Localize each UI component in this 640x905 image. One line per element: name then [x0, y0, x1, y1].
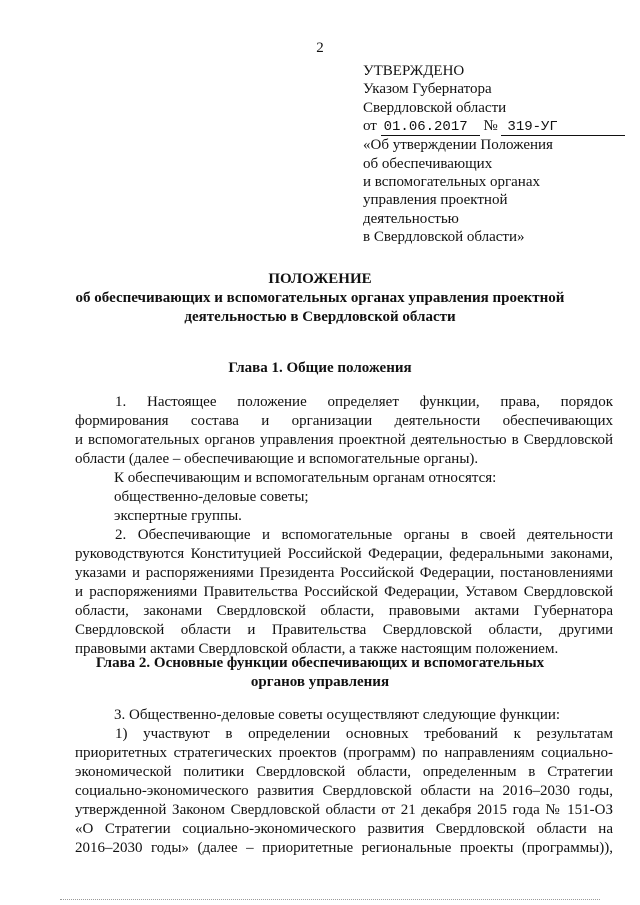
approval-line: об обеспечивающих [363, 155, 493, 172]
paragraph-line: Свердловской области и Правительства Свердловской области, другими [75, 622, 613, 638]
title-heading: ПОЛОЖЕНИЕ [268, 271, 372, 287]
chapter1-body [75, 393, 613, 659]
from-label: от [363, 118, 377, 135]
paragraph-line: экспертные группы. [114, 508, 242, 524]
title-subtitle-line: деятельностью в Свердловской области [184, 309, 456, 325]
paragraph-line: 1) участвуют в определении основных требований к результатам [115, 726, 613, 742]
chapter2-heading-line: Глава 2. Основные функции обеспечивающих и вспомогательных [95, 655, 545, 671]
number-label: № [483, 118, 498, 135]
approval-line: «Об утверждении Положения [363, 137, 553, 154]
approval-date: 01.06.2017 [383, 119, 468, 136]
paragraph-line: 2016–2030 годы» (далее – приоритетные региональные проекты (программы)), [75, 840, 613, 856]
paragraph-line: 3. Общественно-деловые советы осуществляют следующие функции: [114, 707, 561, 723]
chapter1-heading: Глава 1. Общие положения [228, 360, 412, 376]
approval-line: Указом Губернатора [363, 81, 492, 98]
paragraph-line: 2. Обеспечивающие и вспомогательные органы в своей деятельности [115, 527, 613, 543]
title-subtitle-line: об обеспечивающих и вспомогательных органах управления проектной [75, 290, 565, 306]
scan-edge-divider [60, 899, 600, 901]
paragraph-line: 1. Настоящее положение определяет функции, права, порядок [115, 394, 613, 410]
paragraph-line: области (далее – обеспечивающие и вспомогательные органы). [75, 451, 479, 467]
approval-stamp [363, 62, 613, 247]
page-number: 2 [316, 40, 324, 56]
approval-line: управления проектной [363, 192, 508, 209]
approval-line: УТВЕРЖДЕНО [363, 63, 465, 79]
paragraph-line: утвержденной Законом Свердловской области от 21 декабря 2015 года № 151-ОЗ [75, 802, 613, 818]
paragraph-line: социально-экономического развития Свердловской области на 2016–2030 годы, [75, 783, 613, 799]
paragraph-line: формирования состава и организации деятельности обеспечивающих [75, 413, 613, 429]
approval-number: 319-УГ [507, 119, 558, 136]
paragraph-line: «О Стратегии социально-экономического развития Свердловской области на [75, 821, 613, 837]
paragraph-line: К обеспечивающим и вспомогательным органам относятся: [114, 470, 497, 486]
approval-line: и вспомогательных органах [363, 174, 540, 191]
document-title [0, 270, 640, 327]
paragraph-line: указами и распоряжениями Президента Российской Федерации, постановлениями [75, 565, 613, 581]
chapter2-heading [0, 654, 640, 692]
approval-line: в Свердловской области» [363, 229, 525, 246]
paragraph-line: области, законами Свердловской области, правовыми актами Губернатора [75, 603, 613, 619]
approval-line: Свердловской области [363, 99, 507, 116]
approval-line: деятельностью [363, 210, 459, 227]
chapter2-heading-line: органов управления [250, 674, 390, 690]
paragraph-line: экономической политики Свердловской области, определенным в Стратегии [75, 764, 613, 780]
paragraph-line: руководствуются Конституцией Российской Федерации, федеральными законами, [75, 546, 613, 562]
paragraph-line: правовыми актами Свердловской области, а также настоящим положением. [75, 641, 559, 657]
chapter2-body [75, 706, 613, 858]
paragraph-line: и распоряжениями Правительства Российской Федерации, Уставом Свердловской [75, 584, 613, 600]
approval-date-line [363, 117, 613, 136]
paragraph-line: и вспомогательных органов управления проектной деятельностью в Свердловской [75, 432, 613, 448]
paragraph-line: общественно-деловые советы; [114, 489, 309, 505]
paragraph-line: приоритетных стратегических проектов (программ) по направлениям социально- [75, 745, 613, 761]
